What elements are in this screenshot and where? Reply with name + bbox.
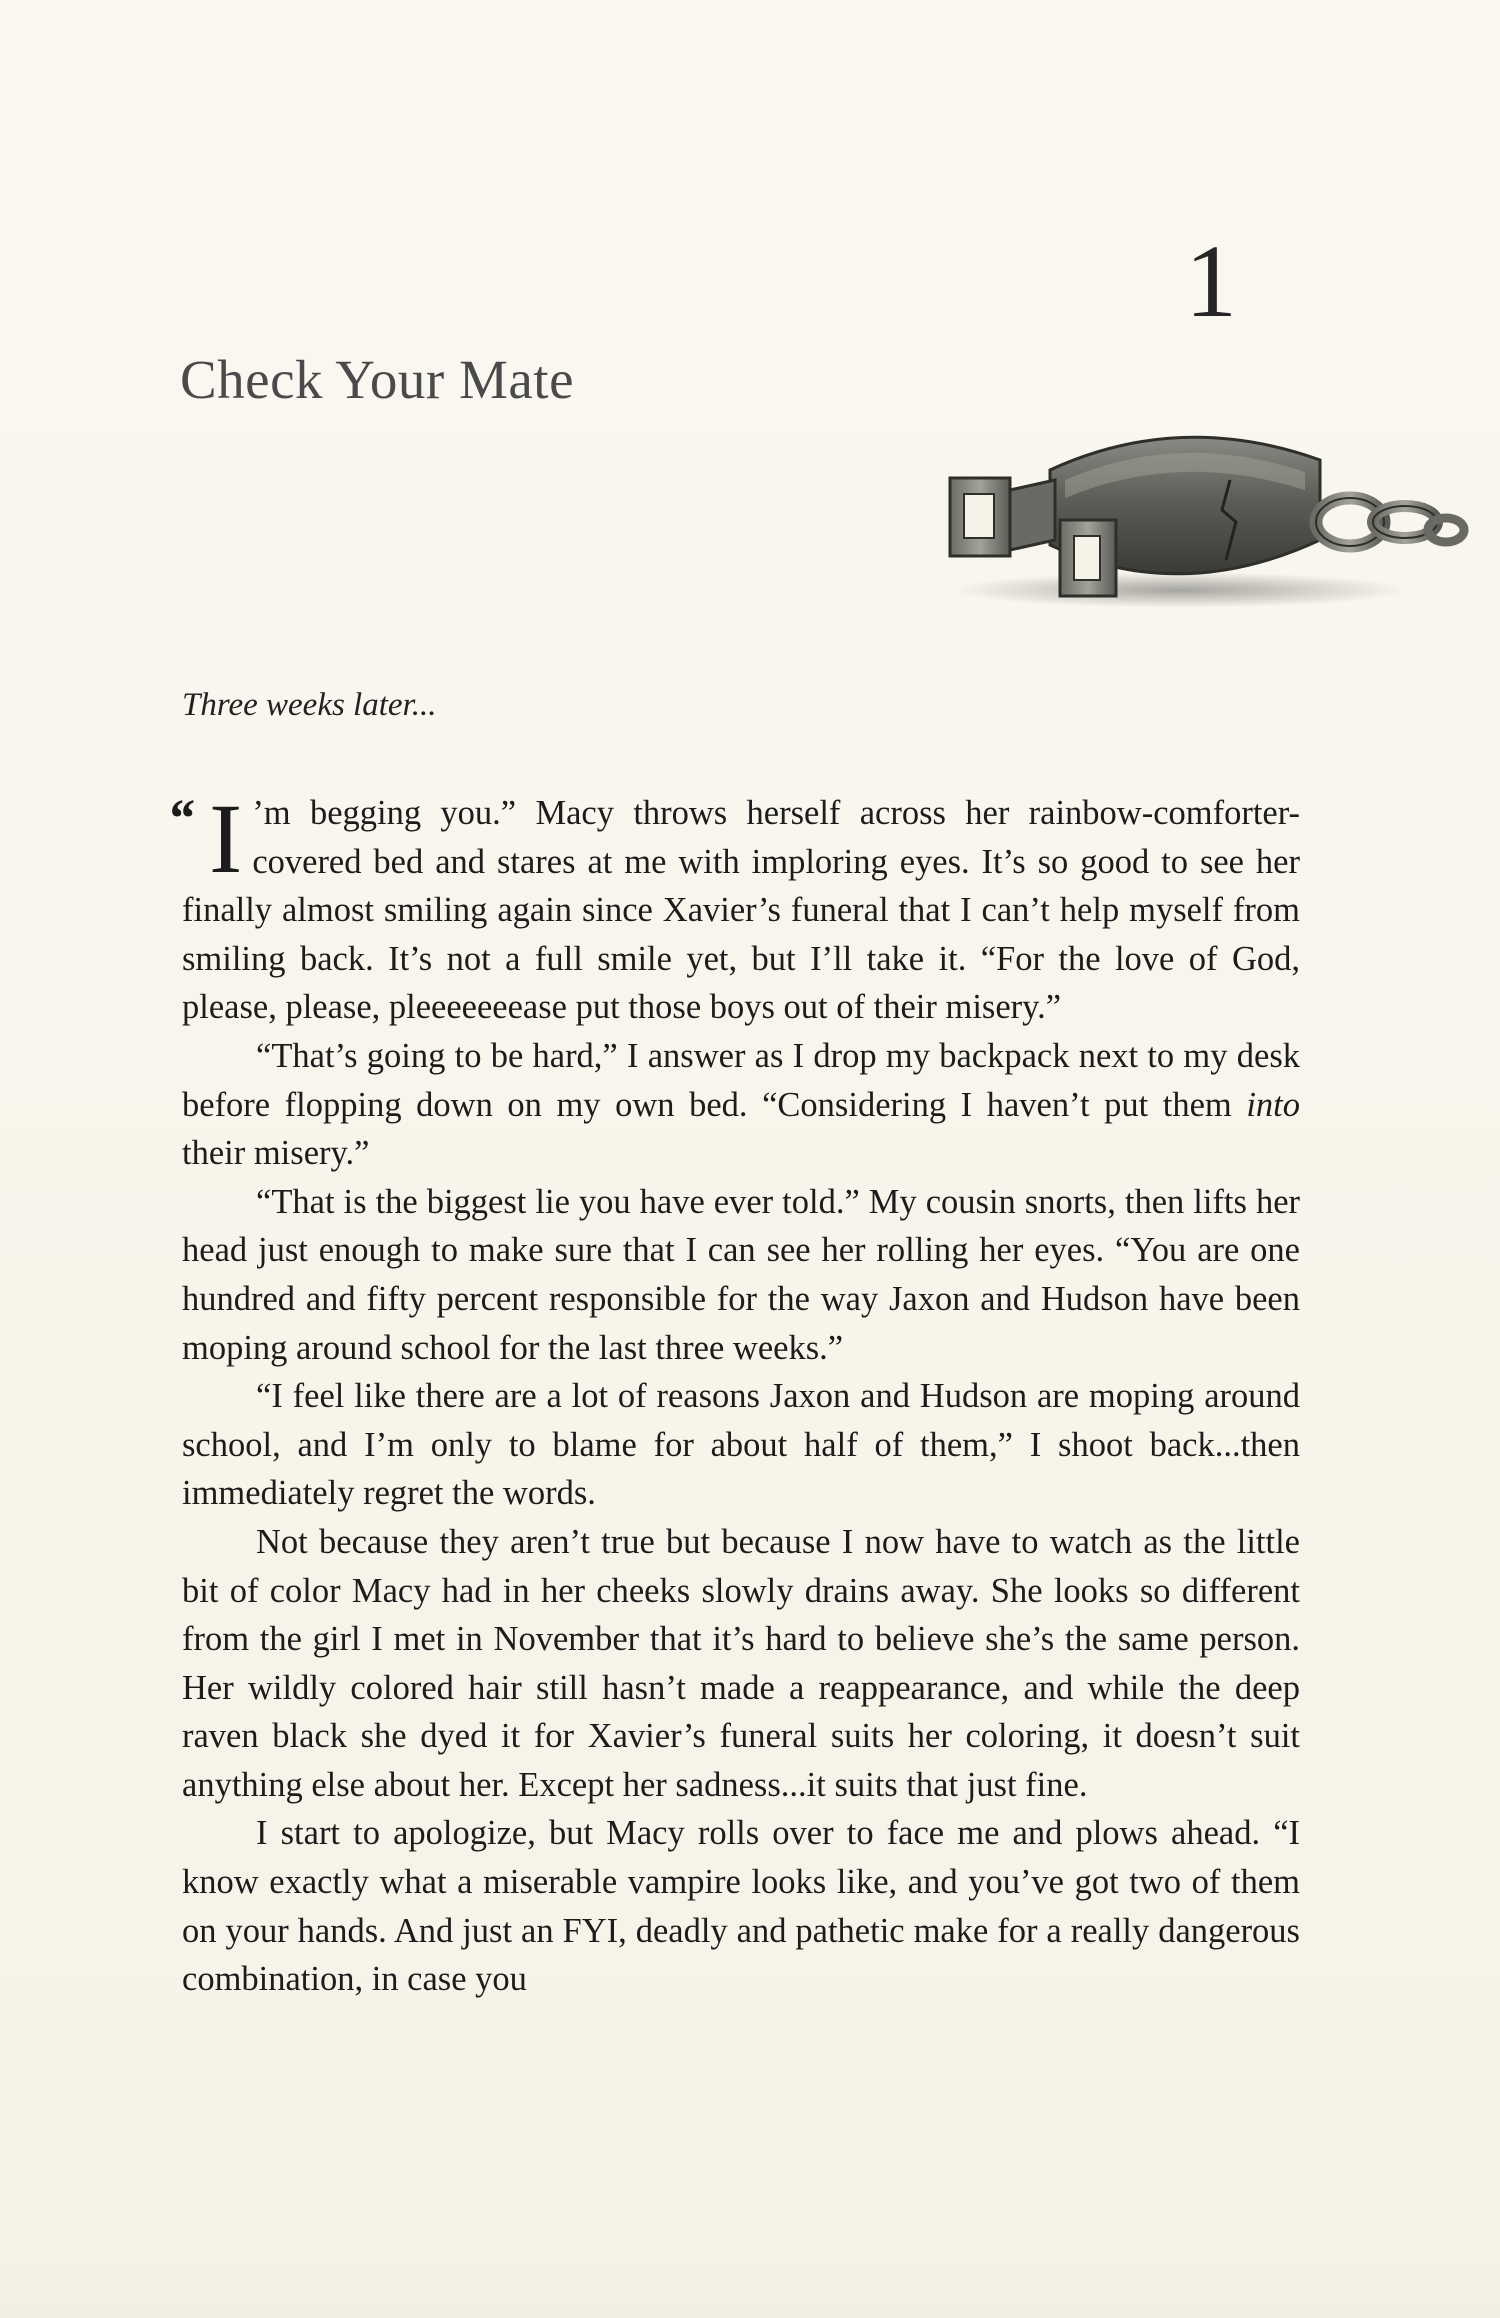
broken-shackle-icon [930,410,1470,610]
chapter-title: Check Your Mate [180,349,575,410]
chapter-subtitle: Three weeks later... [182,687,437,723]
paragraph-2-emphasis: into [1246,1085,1300,1124]
paragraph-1-text: ’m begging you.” Macy throws herself across her rainbow-comforter-covered bed and stares at me with imploring eyes. It’s so good to see her finally almost smiling again since Xavier’s funeral that I can’t help myself from smiling back. It’s not a full smile yet, but I’ll take it. “For the love of God, please, please, pleeeeeeease put those boys out of their misery.” [182,794,1300,1027]
paragraph-2 [182,1032,1300,1178]
paragraph-6: I start to apologize, but Macy rolls over to face me and plows ahead. “I know exactly what a miserable vampire looks like, and you’ve got two of them on your hands. And just an FYI, deadly and pathetic make for a really dangerous combination, in case you [182,1814,1300,1999]
paragraph-5: Not because they aren’t true but because I now have to watch as the little bit of color Macy had in her cheeks slowly drains away. She looks so different from the girl I met in November that it’s hard to believe she’s the same person. Her wildly colored hair still hasn’t made a reappearance, and while the deep raven black she dyed it for Xavier’s funeral suits her coloring, it doesn’t suit anything else about her. Except her sadness...it suits that just fine. [182,1522,1300,1804]
paragraph-3: “That is the biggest lie you have ever told.” My cousin snorts, then lifts her head just enough to make sure that I can see her rolling her eyes. “You are one hundred and fifty percent responsible for the way Jaxon and Hudson have been moping around school for the last three weeks.” [182,1182,1300,1367]
chapter-number: 1 [1185,224,1237,339]
paragraph-1 [182,783,1300,1032]
drop-cap: I [209,783,243,894]
page-bottom-shade [0,2238,1500,2318]
paragraph-2-text-start: “That’s going to be hard,” I answer as I drop my backpack next to my desk before flopping down on my own bed. “Considering I haven’t put them [182,1036,1300,1124]
paragraph-2-text-end: their misery.” [182,1134,370,1173]
opening-quote-mark: “ [167,788,194,848]
paragraph-4: “I feel like there are a lot of reasons Jaxon and Hudson are moping around school, and I’m only to blame for about half of them,” I shoot back...then immediately regret the words. [182,1377,1300,1513]
chapter-body [167,783,1300,2004]
